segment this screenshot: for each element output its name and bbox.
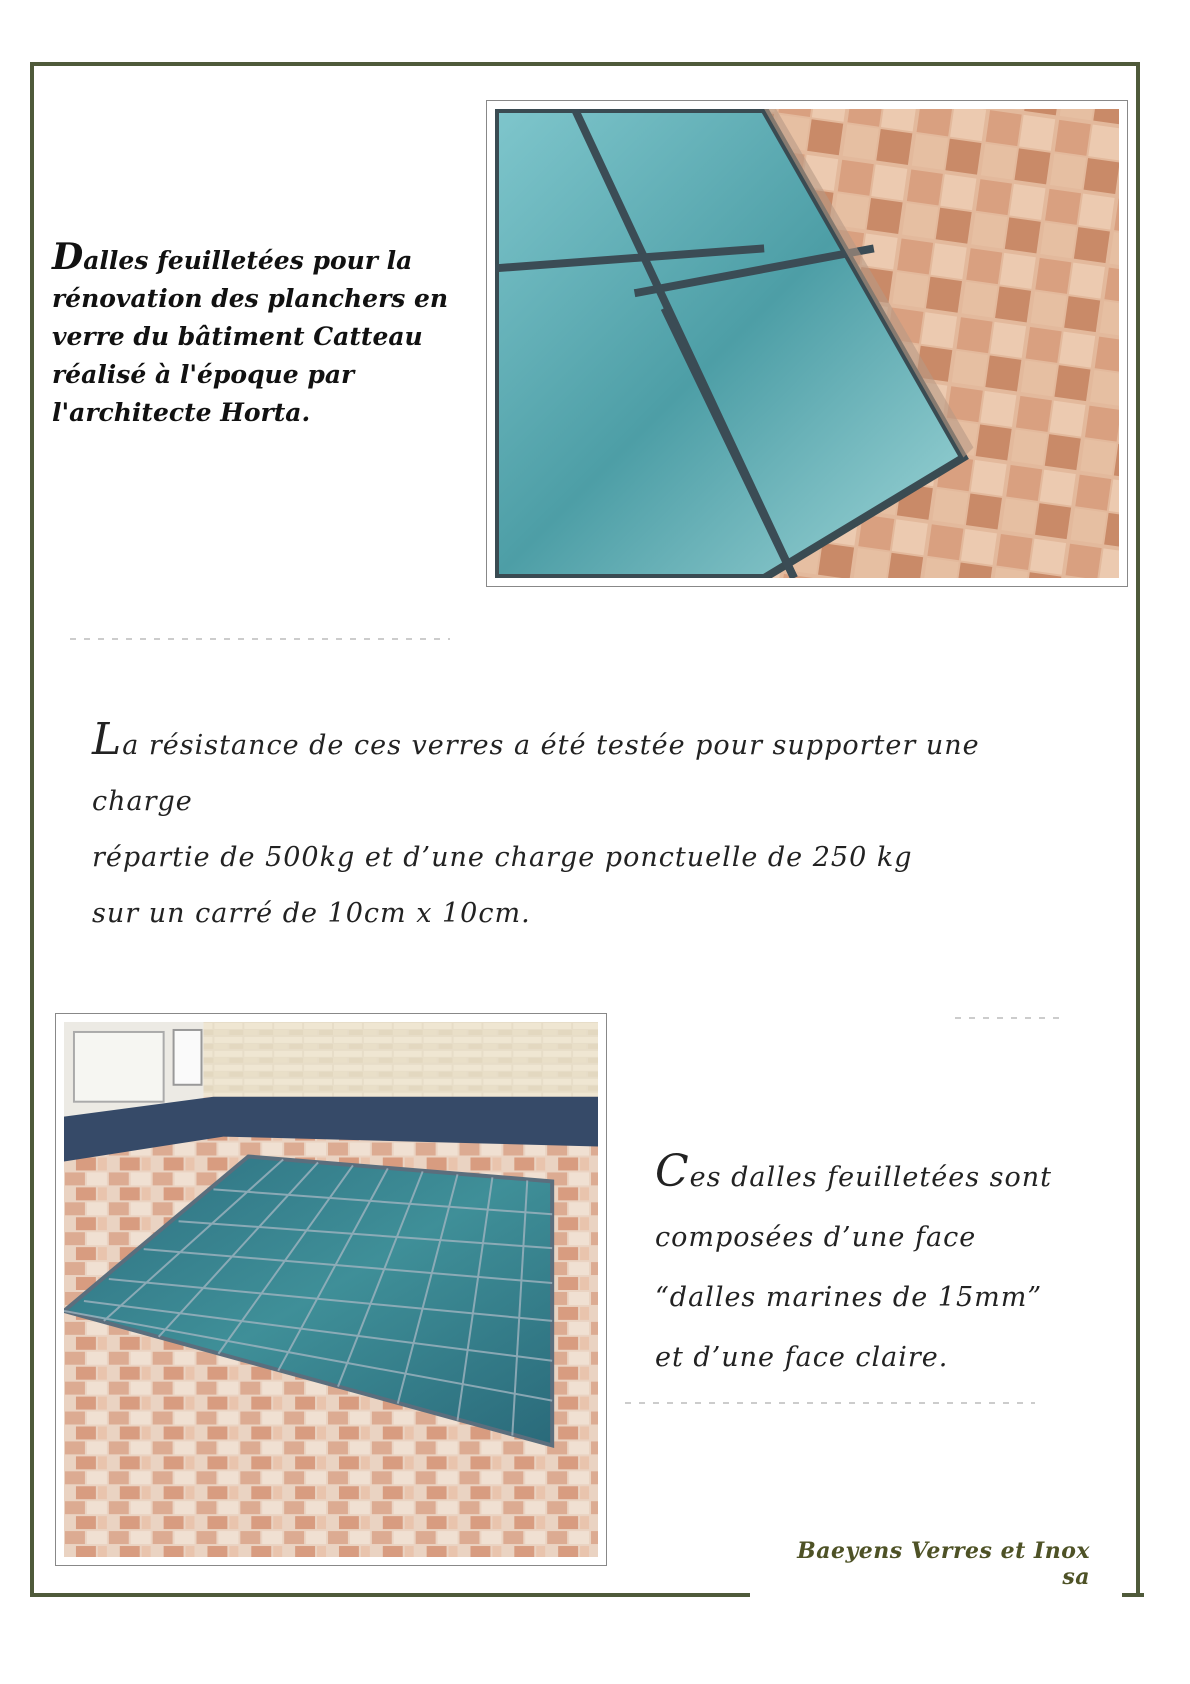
composition-dropcap: C	[655, 1146, 690, 1197]
company-signature: Baeyens Verres et Inox sa	[797, 1538, 1090, 1590]
faint-dotted-line-2	[955, 1017, 1065, 1019]
faint-dotted-line-3	[625, 1402, 1035, 1404]
intro-text: alles feuilletées pour la rénovation des planchers en verre du bâtiment Catteau réalisé à l'époque par l'architecte Horta.	[52, 246, 449, 427]
resistance-line-1-text: a résistance de ces verres a été testée pour supporter une charge	[92, 730, 980, 817]
composition-line-2: composées d’une face	[655, 1222, 977, 1253]
resistance-dropcap: L	[92, 714, 123, 765]
resistance-line-2: répartie de 500kg et d’une charge ponctuelle de 250 kg	[92, 842, 913, 873]
resistance-paragraph	[92, 712, 1072, 942]
composition-line-3: “dalles marines de 15mm”	[655, 1282, 1043, 1313]
composition-line-1-text: es dalles feuilletées sont	[689, 1162, 1052, 1193]
resistance-line-1	[92, 712, 1072, 830]
intro-dropcap: D	[52, 236, 84, 278]
glass-floor-room-photo	[55, 1013, 607, 1566]
faint-dotted-line	[70, 638, 450, 640]
page-border-bottom	[30, 1593, 750, 1597]
glass-floor-closeup-image	[495, 109, 1119, 578]
glass-floor-closeup-photo	[486, 100, 1128, 587]
intro-paragraph	[52, 238, 482, 432]
composition-line-4: et d’une face claire.	[655, 1342, 949, 1373]
glass-floor-room-image	[64, 1022, 598, 1557]
resistance-line-3: sur un carré de 10cm x 10cm.	[92, 898, 531, 929]
page-border-bottom-end	[1122, 1593, 1144, 1597]
composition-line-1	[655, 1142, 1095, 1208]
composition-paragraph	[655, 1142, 1095, 1388]
